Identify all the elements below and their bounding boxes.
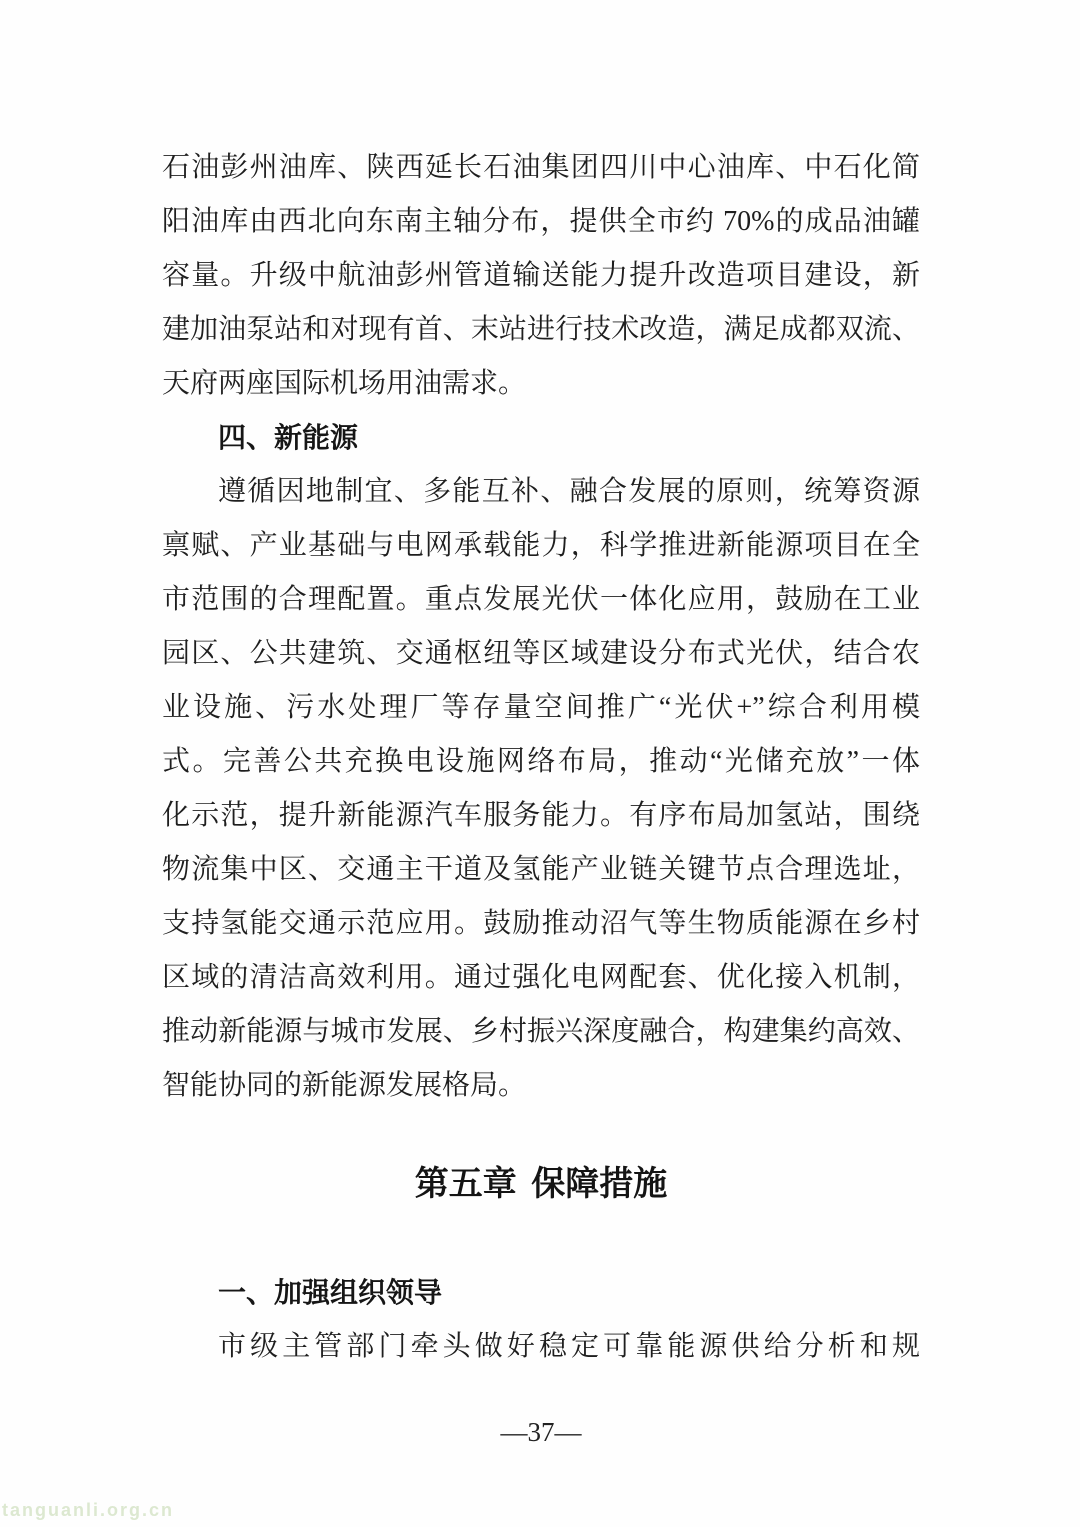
paragraph-line: 推动新能源与城市发展、乡村振兴深度融合，构建集约高效、 (162, 1016, 920, 1047)
paragraph-line: 物流集中区、交通主干道及氢能产业链关键节点合理选址， (162, 854, 920, 885)
section-heading-new-energy: 四、新能源 (218, 422, 359, 453)
paragraph-line: 化示范，提升新能源汽车服务能力。有序布局加氢站，围绕 (162, 800, 920, 831)
paragraph-line: 禀赋、产业基础与电网承载能力，科学推进新能源项目在全 (162, 530, 920, 561)
paragraph-line: 业设施、污水处理厂等存量空间推广“光伏+”综合利用模 (162, 692, 920, 723)
paragraph-line: 石油彭州油库、陕西延长石油集团四川中心油库、中石化简 (162, 152, 920, 183)
paragraph-line: 市范围的合理配置。重点发展光伏一体化应用，鼓励在工业 (162, 584, 920, 615)
paragraph-line: 天府两座国际机场用油需求。 (162, 368, 527, 399)
paragraph-line: 建加油泵站和对现有首、末站进行技术改造，满足成都双流、 (162, 314, 920, 345)
paragraph-line: 智能协同的新能源发展格局。 (162, 1070, 527, 1101)
paragraph-line: 区域的清洁高效利用。通过强化电网配套、优化接入机制， (162, 962, 920, 993)
watermark: tanguanli.org.cn (2, 1500, 175, 1520)
paragraph-line: 园区、公共建筑、交通枢纽等区域建设分布式光伏，结合农 (162, 638, 920, 669)
paragraph-line: 阳油库由西北向东南主轴分布，提供全市约 70%的成品油罐 (162, 206, 920, 237)
chapter-heading: 第五章 保障措施 (414, 1166, 668, 1203)
section-heading-organization: 一、加强组织领导 (218, 1277, 443, 1308)
paragraph-line: 市级主管部门牵头做好稳定可靠能源供给分析和规 (218, 1331, 920, 1362)
paragraph-line: 容量。升级中航油彭州管道输送能力提升改造项目建设，新 (162, 260, 920, 291)
content-column (162, 141, 920, 1459)
paragraph-line: 支持氢能交通示范应用。鼓励推动沼气等生物质能源在乡村 (162, 908, 920, 939)
page-number: —37— (500, 1417, 582, 1447)
paragraph-line: 式。完善公共充换电设施网络布局，推动“光储充放”一体 (162, 746, 920, 777)
paragraph-line: 遵循因地制宜、多能互补、融合发展的原则，统筹资源 (218, 476, 920, 507)
